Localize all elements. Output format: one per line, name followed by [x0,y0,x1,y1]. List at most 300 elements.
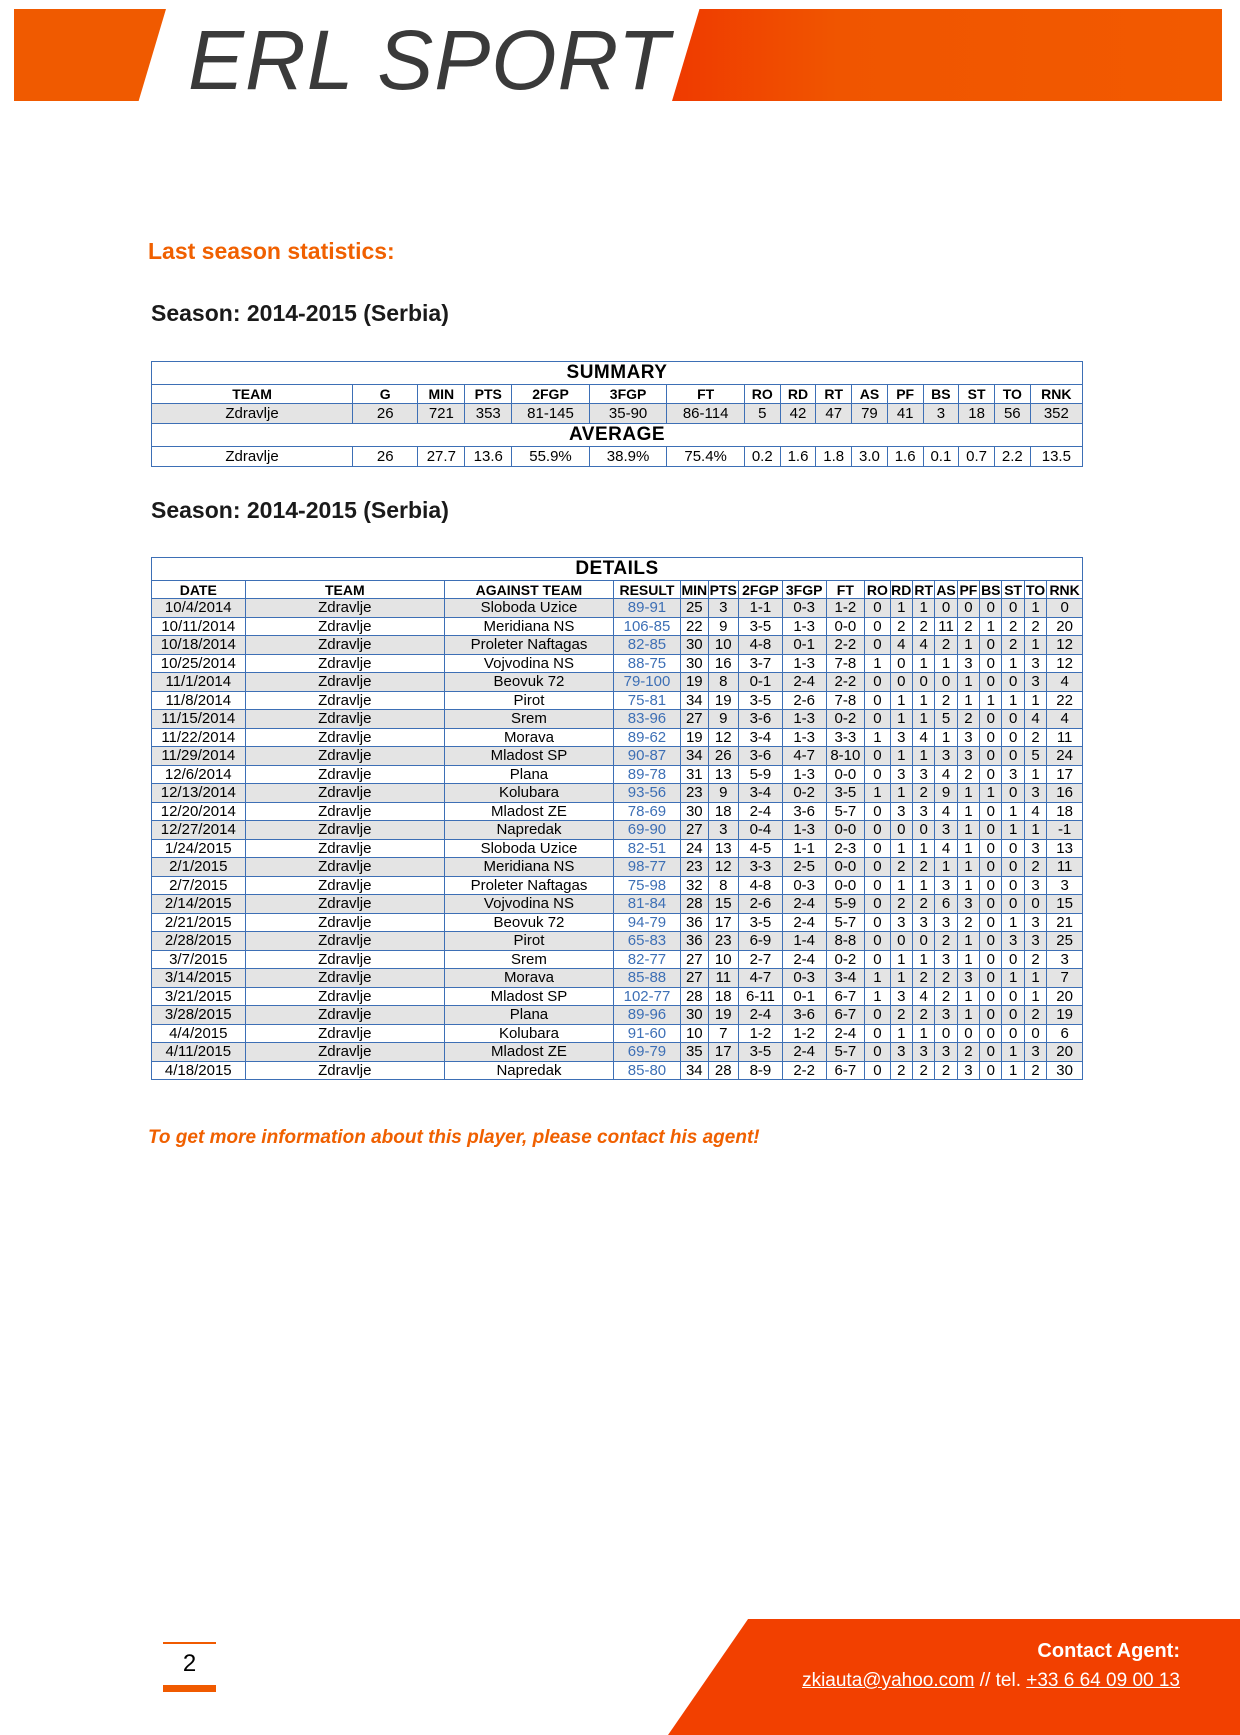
cell-3fgp: 2-4 [782,913,826,932]
cell-to: 1 [1024,765,1046,784]
summary-title: SUMMARY [152,362,1083,385]
table-row [152,691,1083,710]
cell-to: 4 [1024,710,1046,729]
cell-as: 6 [935,895,957,914]
cell-rt: 3 [912,913,934,932]
cell-rnk: 17 [1047,765,1083,784]
cell-as: 3 [935,950,957,969]
cell-pf: 3 [957,1061,979,1080]
cell-st: 0 [1002,728,1024,747]
cell-st: 1 [1002,821,1024,840]
cell-st: 1 [1002,969,1024,988]
cell-to: 3 [1024,654,1046,673]
cell-min: 19 [681,728,708,747]
table-row [152,1043,1083,1062]
cell-team: Zdravlje [245,858,444,877]
cell-team: Zdravlje [245,765,444,784]
cell-team: Zdravlje [245,969,444,988]
cell-as: 3 [935,1006,957,1025]
cell-st: 1 [1002,1061,1024,1080]
cell-team: Zdravlje [245,895,444,914]
cell-ft: 5-7 [826,913,865,932]
cell-bs: 0 [980,654,1002,673]
cell-team: Zdravlje [245,728,444,747]
cell-rd: 0 [890,932,912,951]
cell-pts: 19 [708,691,739,710]
summary-header-row [152,385,1083,404]
cell-pf: 2 [957,617,979,636]
cell-min: 34 [681,747,708,766]
cell-min: 36 [681,913,708,932]
cell-as: 11 [935,617,957,636]
cell-bs: 1 [980,691,1002,710]
cell-3fgp: 1-3 [782,654,826,673]
cell-result: 91-60 [613,1024,680,1043]
cell-pts: 28 [708,1061,739,1080]
cell-st: 1 [1002,802,1024,821]
cell-result: 94-79 [613,913,680,932]
cell-rnk: 15 [1047,895,1083,914]
cell-as: 3 [935,876,957,895]
cell-3fgp: 4-7 [782,747,826,766]
cell-against-team: Meridiana NS [445,858,614,877]
cell-rnk: 22 [1047,691,1083,710]
cell-team: Zdravlje [245,654,444,673]
cell-pts: 26 [708,747,739,766]
cell-date: 3/7/2015 [152,950,246,969]
cell-ft: 0-0 [826,876,865,895]
summary-total-ft: 86-114 [667,404,745,424]
summary-total-as: 79 [852,404,888,424]
cell-min: 30 [681,654,708,673]
cell-2fgp: 3-7 [739,654,783,673]
cell-to: 1 [1024,599,1046,618]
cell-to: 1 [1024,691,1046,710]
summary-average-min: 27.7 [418,447,465,467]
cell-bs: 0 [980,821,1002,840]
cell-3fgp: 1-3 [782,728,826,747]
table-row [152,839,1083,858]
cell-pf: 2 [957,913,979,932]
cell-3fgp: 2-4 [782,673,826,692]
details-col-min: MIN [681,581,708,598]
cell-to: 3 [1024,913,1046,932]
cell-3fgp: 2-4 [782,950,826,969]
summary-total-bs: 3 [923,404,959,424]
cell-to: 2 [1024,950,1046,969]
cell-min: 23 [681,784,708,803]
table-row [152,784,1083,803]
table-row [152,1024,1083,1043]
cell-2fgp: 2-4 [739,802,783,821]
cell-as: 3 [935,1043,957,1062]
cell-rd: 2 [890,617,912,636]
cell-result: 85-88 [613,969,680,988]
cell-result: 81-84 [613,895,680,914]
summary-average-team: Zdravlje [152,447,353,467]
cell-rd: 0 [890,654,912,673]
cell-ro: 0 [865,691,890,710]
header-accent-right [672,9,1222,101]
cell-team: Zdravlje [245,710,444,729]
cell-against-team: Sloboda Uzice [445,839,614,858]
summary-total-pts: 353 [465,404,512,424]
header-accent-left [14,9,166,101]
summary-average-st: 0.7 [959,447,995,467]
cell-as: 1 [935,654,957,673]
cell-st: 1 [1002,654,1024,673]
cell-team: Zdravlje [245,691,444,710]
cell-ft: 2-4 [826,1024,865,1043]
page-number-bottom-rule [163,1685,216,1692]
cell-pf: 3 [957,747,979,766]
cell-rd: 3 [890,1043,912,1062]
cell-bs: 0 [980,858,1002,877]
cell-result: 82-51 [613,839,680,858]
summary-total-2fgp: 81-145 [512,404,590,424]
cell-rnk: 6 [1047,1024,1083,1043]
cell-rd: 1 [890,1024,912,1043]
cell-bs: 1 [980,784,1002,803]
summary-average-g: 26 [353,447,418,467]
cell-ro: 1 [865,728,890,747]
cell-2fgp: 2-7 [739,950,783,969]
details-body [152,599,1083,1080]
cell-3fgp: 1-3 [782,765,826,784]
cell-st: 0 [1002,599,1024,618]
cell-against-team: Srem [445,710,614,729]
cell-pts: 11 [708,969,739,988]
summary-col-3fgp: 3FGP [589,385,667,404]
cell-pts: 12 [708,858,739,877]
cell-team: Zdravlje [245,636,444,655]
summary-total-rd: 42 [780,404,816,424]
cell-result: 98-77 [613,858,680,877]
summary-col-pf: PF [887,385,923,404]
cell-against-team: Napredak [445,1061,614,1080]
cell-to: 3 [1024,839,1046,858]
cell-as: 2 [935,636,957,655]
details-col-rnk: RNK [1047,581,1083,599]
cell-2fgp: 3-5 [739,1043,783,1062]
cell-bs: 0 [980,950,1002,969]
cell-pts: 8 [708,673,739,692]
cell-rnk: 11 [1047,858,1083,877]
cell-result: 75-81 [613,691,680,710]
cell-rt: 3 [912,1043,934,1062]
cell-rnk: 3 [1047,876,1083,895]
summary-table [151,361,1083,467]
summary-total-min: 721 [418,404,465,424]
cell-st: 0 [1002,1024,1024,1043]
cell-bs: 0 [980,1061,1002,1080]
cell-against-team: Morava [445,969,614,988]
cell-team: Zdravlje [245,673,444,692]
cell-against-team: Sloboda Uzice [445,599,614,618]
cell-min: 34 [681,1061,708,1080]
cell-bs: 1 [980,617,1002,636]
cell-st: 0 [1002,987,1024,1006]
cell-against-team: Mladost ZE [445,1043,614,1062]
cell-min: 27 [681,969,708,988]
cell-as: 0 [935,1024,957,1043]
cell-pts: 9 [708,617,739,636]
cell-rnk: -1 [1047,821,1083,840]
cell-bs: 0 [980,673,1002,692]
cell-to: 3 [1024,784,1046,803]
cell-result: 79-100 [613,673,680,692]
cell-as: 2 [935,932,957,951]
cell-bs: 0 [980,895,1002,914]
cell-to: 0 [1024,895,1046,914]
cell-pf: 1 [957,1006,979,1025]
cell-2fgp: 0-4 [739,821,783,840]
cell-3fgp: 2-4 [782,895,826,914]
cell-pts: 7 [708,1024,739,1043]
details-col-ft: FT [826,581,865,599]
cell-to: 3 [1024,932,1046,951]
cell-result: 89-91 [613,599,680,618]
cell-ro: 0 [865,747,890,766]
cell-team: Zdravlje [245,876,444,895]
details-col-team: TEAM [245,581,444,599]
table-row [152,895,1083,914]
cell-pts: 17 [708,1043,739,1062]
cell-pts: 8 [708,876,739,895]
cell-pf: 3 [957,895,979,914]
cell-rt: 4 [912,987,934,1006]
cell-ft: 0-0 [826,617,865,636]
cell-2fgp: 6-9 [739,932,783,951]
cell-2fgp: 4-8 [739,636,783,655]
table-row [152,876,1083,895]
cell-rt: 4 [912,636,934,655]
cell-against-team: Mladost SP [445,987,614,1006]
cell-bs: 0 [980,747,1002,766]
cell-as: 4 [935,802,957,821]
table-row [152,987,1083,1006]
cell-rd: 3 [890,728,912,747]
cell-as: 4 [935,765,957,784]
cell-ro: 0 [865,1061,890,1080]
cell-date: 10/25/2014 [152,654,246,673]
cell-ft: 6-7 [826,1061,865,1080]
cell-as: 2 [935,691,957,710]
cell-st: 0 [1002,858,1024,877]
table-row [152,673,1083,692]
agent-phone-link[interactable]: +33 6 64 09 00 13 [1026,1670,1180,1691]
cell-to: 5 [1024,747,1046,766]
cell-rd: 2 [890,1006,912,1025]
cell-3fgp: 1-3 [782,617,826,636]
cell-pts: 16 [708,654,739,673]
cell-bs: 0 [980,1006,1002,1025]
cell-as: 1 [935,728,957,747]
cell-rnk: 21 [1047,913,1083,932]
cell-3fgp: 0-1 [782,987,826,1006]
cell-ro: 0 [865,1024,890,1043]
cell-rnk: 7 [1047,969,1083,988]
cell-result: 82-77 [613,950,680,969]
cell-to: 4 [1024,802,1046,821]
cell-3fgp: 0-2 [782,784,826,803]
summary-total-rt: 47 [816,404,852,424]
cell-min: 22 [681,617,708,636]
summary-total-to: 56 [994,404,1030,424]
cell-rd: 0 [890,673,912,692]
cell-rd: 1 [890,950,912,969]
cell-bs: 0 [980,1024,1002,1043]
cell-to: 2 [1024,617,1046,636]
table-row [152,1061,1083,1080]
cell-min: 27 [681,821,708,840]
cell-rt: 1 [912,691,934,710]
summary-average-bs: 0.1 [923,447,959,467]
cell-rt: 1 [912,839,934,858]
cell-ft: 5-9 [826,895,865,914]
cell-rnk: 4 [1047,710,1083,729]
cell-3fgp: 0-3 [782,599,826,618]
cell-pf: 1 [957,987,979,1006]
details-col-result: RESULT [613,581,680,599]
details-col-rt: RT [914,581,933,598]
cell-team: Zdravlje [245,913,444,932]
cell-min: 27 [681,710,708,729]
cell-pf: 3 [957,969,979,988]
cell-result: 89-78 [613,765,680,784]
cell-bs: 0 [980,765,1002,784]
cell-min: 31 [681,765,708,784]
cell-min: 25 [681,599,708,618]
summary-total-g: 26 [353,404,418,424]
cell-min: 10 [681,1024,708,1043]
cell-ft: 6-7 [826,987,865,1006]
cell-against-team: Kolubara [445,1024,614,1043]
cell-against-team: Kolubara [445,784,614,803]
cell-team: Zdravlje [245,1061,444,1080]
cell-2fgp: 2-6 [739,895,783,914]
summary-totals-row [152,404,1083,424]
cell-rnk: 24 [1047,747,1083,766]
summary-col-rnk: RNK [1030,385,1082,404]
agent-email-link[interactable]: zkiauta@yahoo.com [802,1670,975,1691]
cell-result: 82-85 [613,636,680,655]
cell-pf: 2 [957,765,979,784]
cell-to: 1 [1024,821,1046,840]
summary-col-as: AS [852,385,888,404]
cell-min: 28 [681,987,708,1006]
summary-average-3fgp: 38.9% [589,447,667,467]
cell-against-team: Mladost ZE [445,802,614,821]
cell-bs: 0 [980,876,1002,895]
details-col-2fgp: 2FGP [739,581,783,599]
cell-ro: 0 [865,1006,890,1025]
cell-result: 75-98 [613,876,680,895]
cell-to: 3 [1024,876,1046,895]
cell-min: 23 [681,858,708,877]
cell-team: Zdravlje [245,1024,444,1043]
cell-ro: 1 [865,784,890,803]
cell-2fgp: 3-6 [739,710,783,729]
cell-st: 0 [1002,747,1024,766]
summary-average-to: 2.2 [994,447,1030,467]
cell-2fgp: 1-2 [739,1024,783,1043]
cell-date: 3/21/2015 [152,987,246,1006]
summary-total-team: Zdravlje [152,404,353,424]
cell-team: Zdravlje [245,950,444,969]
cell-team: Zdravlje [245,747,444,766]
cell-2fgp: 4-8 [739,876,783,895]
cell-team: Zdravlje [245,802,444,821]
cell-3fgp: 0-1 [782,636,826,655]
cell-ft: 2-2 [826,673,865,692]
cell-rd: 2 [890,858,912,877]
details-col-date: DATE [152,581,246,599]
cell-ft: 0-2 [826,710,865,729]
summary-col-st: ST [959,385,995,404]
cell-date: 12/6/2014 [152,765,246,784]
cell-as: 3 [935,747,957,766]
cell-rt: 2 [912,895,934,914]
cell-bs: 0 [980,636,1002,655]
cell-result: 90-87 [613,747,680,766]
table-row [152,728,1083,747]
cell-date: 12/13/2014 [152,784,246,803]
cell-date: 2/7/2015 [152,876,246,895]
cell-pts: 17 [708,913,739,932]
cell-to: 1 [1024,636,1046,655]
cell-ro: 0 [865,858,890,877]
contact-note: To get more information about this player, please contact his agent! [148,1127,760,1148]
table-row [152,747,1083,766]
cell-ft: 0-0 [826,765,865,784]
cell-date: 2/21/2015 [152,913,246,932]
cell-ft: 5-7 [826,802,865,821]
cell-rnk: 20 [1047,1043,1083,1062]
cell-rnk: 30 [1047,1061,1083,1080]
cell-against-team: Srem [445,950,614,969]
summary-col-rt: RT [816,385,852,404]
cell-st: 3 [1002,932,1024,951]
cell-rt: 2 [912,858,934,877]
cell-as: 2 [935,987,957,1006]
cell-pts: 3 [708,599,739,618]
cell-against-team: Pirot [445,691,614,710]
cell-date: 11/1/2014 [152,673,246,692]
page-number: 2 [182,1650,197,1677]
cell-min: 30 [681,636,708,655]
cell-3fgp: 2-2 [782,1061,826,1080]
cell-date: 11/15/2014 [152,710,246,729]
cell-2fgp: 4-5 [739,839,783,858]
table-row [152,599,1083,618]
cell-pts: 13 [708,765,739,784]
cell-team: Zdravlje [245,617,444,636]
cell-pts: 10 [708,636,739,655]
cell-rd: 4 [890,636,912,655]
cell-pts: 12 [708,728,739,747]
cell-pf: 2 [957,1043,979,1062]
cell-pts: 3 [708,821,739,840]
cell-pf: 3 [957,728,979,747]
cell-date: 2/14/2015 [152,895,246,914]
cell-date: 10/18/2014 [152,636,246,655]
cell-result: 93-56 [613,784,680,803]
cell-ft: 6-7 [826,1006,865,1025]
cell-rt: 1 [912,599,934,618]
summary-col-ft: FT [667,385,745,404]
cell-rt: 2 [912,784,934,803]
